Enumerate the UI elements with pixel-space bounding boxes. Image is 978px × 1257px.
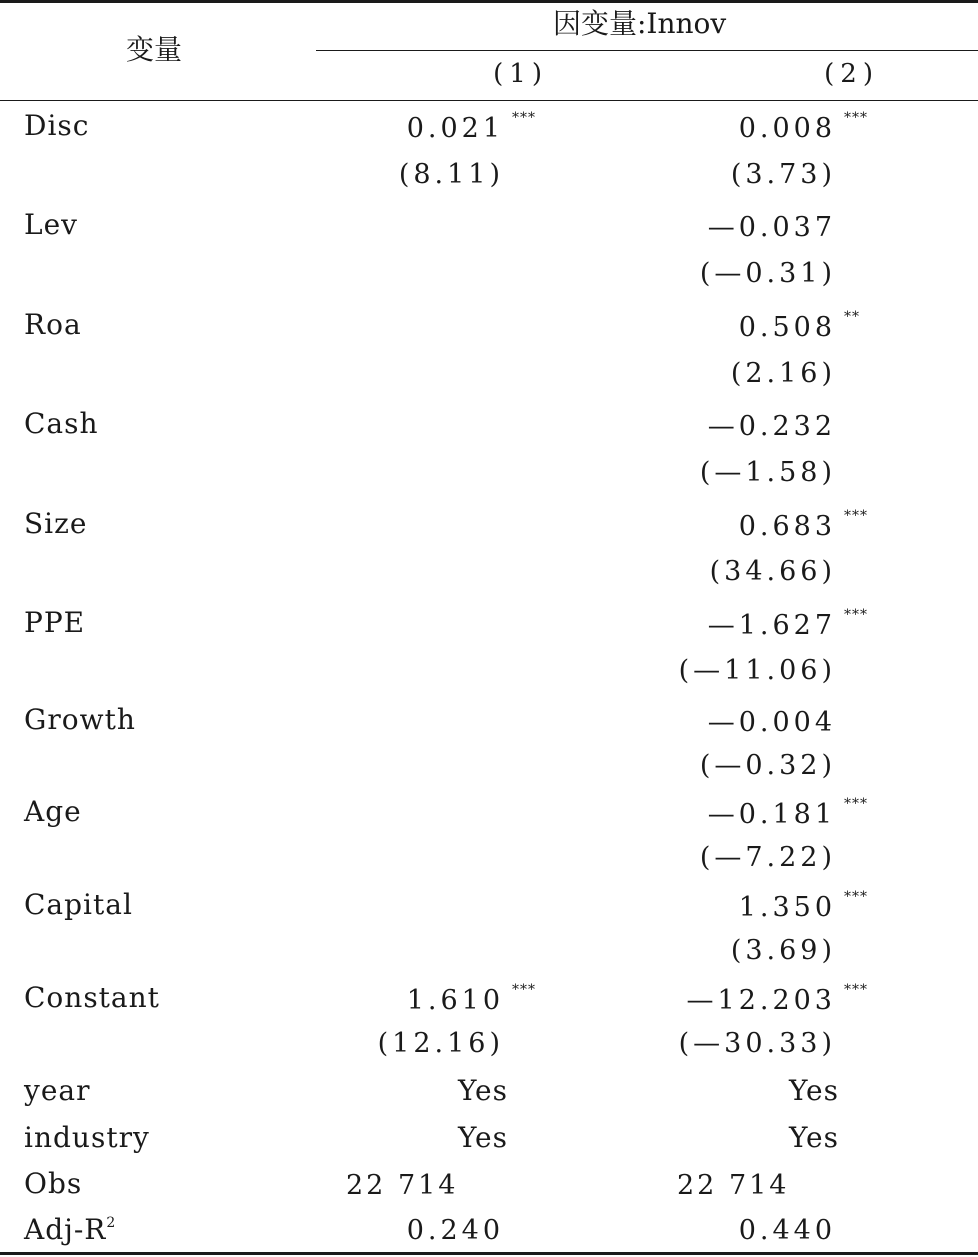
bottom-rule: [0, 1252, 978, 1255]
top-rule: [0, 0, 978, 3]
coef-col2: 0.008: [738, 113, 836, 144]
tstat-col2: (—0.32): [699, 750, 836, 781]
header-bottom-rule: [0, 100, 978, 101]
coef-col2: 0.683: [738, 511, 836, 542]
adj-r2-col1: 0.240: [406, 1215, 504, 1246]
tstat-col1: (12.16): [377, 1028, 504, 1059]
tstat-col2: (2.16): [730, 358, 836, 389]
coef-col2: —0.004: [707, 707, 836, 738]
tstat-col2: (—1.58): [699, 457, 836, 488]
tstat-col2: (—30.33): [678, 1028, 836, 1059]
column-1-header: (1): [493, 59, 548, 89]
obs-label: Obs: [24, 1167, 83, 1200]
significance-stars-col2: **: [844, 309, 860, 325]
coef-col2: —12.203: [686, 985, 836, 1016]
row-label: Cash: [24, 407, 99, 440]
tstat-col2: (34.66): [709, 556, 836, 587]
coef-col2: —0.037: [707, 212, 836, 243]
significance-stars-col1: ***: [512, 110, 536, 126]
adj-r2-col2: 0.440: [738, 1215, 836, 1246]
tstat-col2: (3.73): [730, 159, 836, 190]
significance-stars-col2: ***: [844, 110, 868, 126]
control-col1: Yes: [458, 1121, 508, 1154]
row-label: Roa: [24, 308, 82, 341]
column-2-header: (2): [824, 59, 879, 89]
row-label: Lev: [24, 208, 78, 241]
obs-col2: 22 714: [677, 1170, 790, 1201]
significance-stars-col2: ***: [844, 796, 868, 812]
row-label: Capital: [24, 888, 133, 921]
tstat-col2: (—7.22): [699, 842, 836, 873]
significance-stars-col2: ***: [844, 508, 868, 524]
coef-col2: 1.350: [738, 892, 836, 923]
adj-r2-superscript: 2: [106, 1215, 117, 1231]
coef-col1: 1.610: [406, 985, 504, 1016]
tstat-col2: (—11.06): [678, 655, 836, 686]
tstat-col1: (8.11): [398, 159, 504, 190]
row-label: Disc: [24, 109, 90, 142]
obs-col1: 22 714: [346, 1170, 459, 1201]
row-label: Size: [24, 507, 88, 540]
control-col2: Yes: [789, 1121, 839, 1154]
significance-stars-col2: ***: [844, 607, 868, 623]
control-label: year: [24, 1074, 91, 1107]
control-col1: Yes: [458, 1074, 508, 1107]
coef-col2: 0.508: [738, 312, 836, 343]
coef-col1: 0.021: [406, 113, 504, 144]
significance-stars-col2: ***: [844, 889, 868, 905]
header-span-rule: [316, 50, 978, 51]
coef-col2: —0.181: [707, 799, 836, 830]
tstat-col2: (3.69): [730, 935, 836, 966]
row-label: PPE: [24, 606, 86, 639]
adj-r2-label-text: Adj-R: [24, 1213, 107, 1246]
control-col2: Yes: [789, 1074, 839, 1107]
control-label: industry: [24, 1121, 150, 1154]
coef-col2: —0.232: [707, 411, 836, 442]
row-label: Constant: [24, 981, 160, 1014]
significance-stars-col2: ***: [844, 982, 868, 998]
row-label: Growth: [24, 703, 136, 736]
coef-col2: —1.627: [707, 610, 836, 641]
variable-header: 变量: [126, 33, 183, 66]
row-label: Age: [24, 795, 82, 828]
dependent-variable-header: 因变量:Innov: [553, 7, 727, 40]
significance-stars-col1: ***: [512, 982, 536, 998]
tstat-col2: (—0.31): [699, 258, 836, 289]
